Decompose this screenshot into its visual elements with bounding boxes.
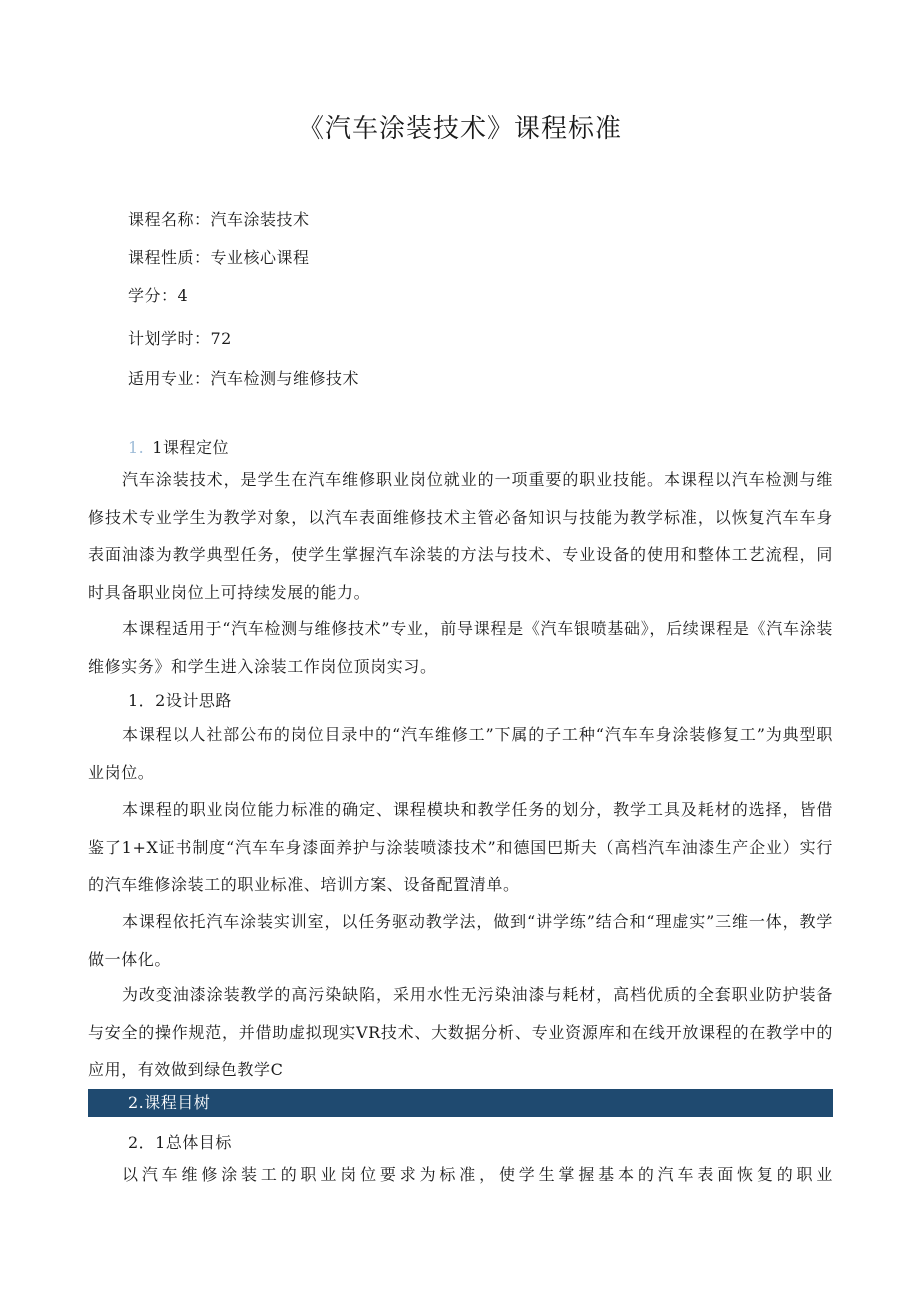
course-major: 适用专业：汽车检测与维修技术 (128, 369, 360, 388)
section-number: 1. (128, 438, 145, 457)
section-2-1-heading: 2．1总体目标 (128, 1133, 232, 1152)
document-title: 《汽车涂装技术》课程标准 (297, 114, 622, 144)
section-2-heading-bar: 2.课程目树 (88, 1089, 833, 1117)
section-1-2-heading: 1．2设计思路 (128, 691, 232, 710)
course-nature: 课程性质：专业核心课程 (128, 248, 310, 267)
course-name: 课程名称：汽车涂装技术 (128, 210, 310, 229)
paragraph-goal: 以汽车维修涂装工的职业岗位要求为标准，使学生掌握基本的汽车表面恢复的职业 (122, 1165, 833, 1184)
paragraph-design-3: 本课程依托汽车涂装实训室，以任务驱动教学法，做到“讲学练”结合和“理虚实”三维一体，教学做一体化。 (88, 912, 833, 969)
paragraph-applicability: 本课程适用于“汽车检测与维修技术”专业，前导课程是《汽车银喷基础》，后续课程是《汽车涂装维修实务》和学生进入涂装工作岗位顶岗实习。 (88, 619, 833, 676)
paragraph-design-2: 本课程的职业岗位能力标准的确定、课程模块和教学任务的划分，教学工具及耗材的选择，皆借鉴了1+X证书制度“汽车车身漆面养护与涂装喷漆技术”和德国巴斯夫（高档汽车油漆生产企业）实行的汽车维修涂装工的职业标准、培训方案、设备配置清单。 (88, 800, 833, 894)
section-label: 1课程定位 (152, 438, 229, 457)
section-1-1-heading (128, 435, 229, 458)
course-credits: 学分：4 (128, 286, 189, 305)
paragraph-positioning: 汽车涂装技术，是学生在汽车维修职业岗位就业的一项重要的职业技能。本课程以汽车检测与维修技术专业学生为教学对象，以汽车表面维修技术主管必备知识与技能为教学标准，以恢复汽车车身表面油漆为教学典型任务，使学生掌握汽车涂装的方法与技术、专业设备的使用和整体工艺流程，同时具备职业岗位上可持续发展的能力。 (88, 470, 833, 602)
paragraph-design-4: 为改变油漆涂装教学的高污染缺陷，采用水性无污染油漆与耗材，高档优质的全套职业防护装备与安全的操作规范，并借助虚拟现实VR技术、大数据分析、专业资源库和在线开放课程的在教学中的应用，有效做到绿色教学C (88, 985, 833, 1079)
paragraph-design-1: 本课程以人社部公布的岗位目录中的“汽车维修工”下属的子工种“汽车车身涂装修复工”为典型职业岗位。 (88, 725, 833, 782)
course-hours: 计划学时：72 (128, 329, 232, 348)
